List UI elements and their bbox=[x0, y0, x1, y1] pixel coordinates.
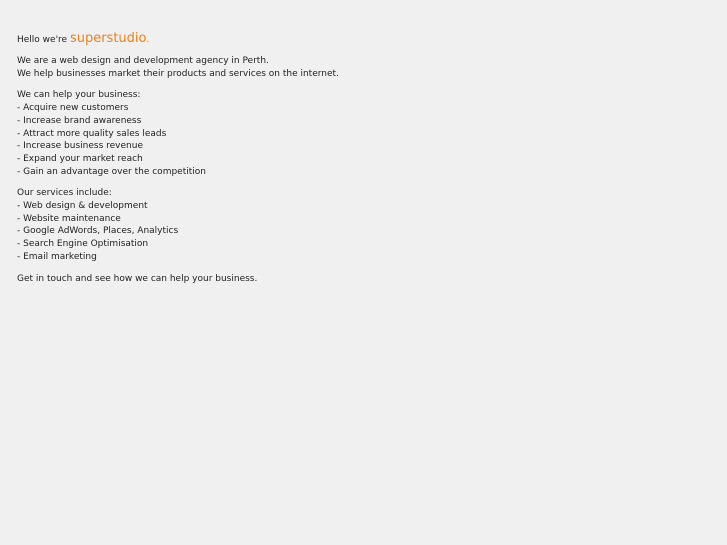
intro-line: We help businesses market their products and services on the internet. bbox=[17, 68, 339, 79]
help-list bbox=[17, 89, 707, 178]
help-heading: We can help your business: bbox=[17, 90, 141, 101]
page-content bbox=[17, 30, 707, 294]
list-item: - Google AdWords, Places, Analytics bbox=[17, 226, 179, 237]
list-item: - Website maintenance bbox=[17, 213, 121, 224]
list-item: - Search Engine Optimisation bbox=[17, 239, 149, 250]
list-item: - Attract more quality sales leads bbox=[17, 128, 167, 139]
list-item: - Email marketing bbox=[17, 251, 97, 262]
list-item: - Acquire new customers bbox=[17, 103, 129, 114]
intro-line: We are a web design and development agency in Perth. bbox=[17, 56, 269, 66]
list-item: - Increase business revenue bbox=[17, 141, 143, 152]
list-item: - Gain an advantage over the competition bbox=[17, 166, 206, 177]
cta-text: Get in touch and see how we can help your business. bbox=[17, 273, 258, 284]
cta-paragraph bbox=[17, 273, 707, 286]
greeting-prefix: Hello we're bbox=[17, 35, 70, 45]
brand-name: superstudio bbox=[69, 31, 147, 46]
list-item: - Increase brand awareness bbox=[17, 115, 142, 126]
greeting-heading bbox=[17, 30, 707, 49]
services-heading: Our services include: bbox=[17, 188, 112, 199]
services-list bbox=[17, 187, 707, 263]
brand-dot: . bbox=[146, 35, 150, 45]
intro-paragraph bbox=[17, 55, 707, 80]
list-item: - Expand your market reach bbox=[17, 153, 143, 164]
list-item: - Web design & development bbox=[17, 201, 148, 212]
